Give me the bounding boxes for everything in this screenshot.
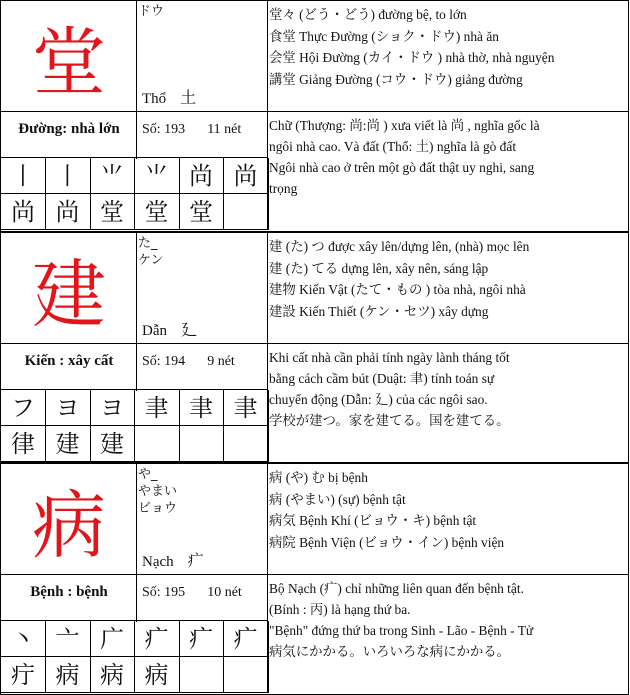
description-line: ngôi nhà cao. Và đất (Thổ: 土) nghĩa là gò đất xyxy=(269,139,517,154)
radical-glyph: 土 xyxy=(180,88,197,107)
meaning-label: Kiến : xây cất xyxy=(24,353,114,369)
description-line: chuyển động (Dẫn: 廴) của các ngôi sao. xyxy=(269,392,488,407)
description xyxy=(269,347,627,431)
row-divider xyxy=(1,343,628,344)
definition-line: 建物 Kiến Vật (たて・もの ) tòa nhà, ngôi nhà xyxy=(269,282,526,297)
definition-line: 会堂 Hội Đường (カイ・ドウ ) nhà thờ, nhà nguyện xyxy=(269,50,555,65)
stroke-step: 病 xyxy=(135,657,180,693)
stroke-count: 10 nét xyxy=(207,585,242,600)
radical-glyph: 疒 xyxy=(187,551,204,570)
definition-line: 堂々 (どう・どう) đường bệ, to lớn xyxy=(269,7,467,22)
number-info xyxy=(142,585,242,601)
kanji-number: Số: 195 xyxy=(142,585,186,600)
definitions xyxy=(269,467,629,553)
stroke-step: 病 xyxy=(46,657,91,693)
stroke-step: 丨 xyxy=(1,158,46,194)
reading-line: た_ xyxy=(138,236,158,251)
stroke-step: 疒 xyxy=(135,621,180,657)
stroke-step: 尚 xyxy=(46,194,91,230)
description-line: trọng xyxy=(269,181,298,196)
kanji-entry xyxy=(0,0,629,232)
description-line: Bộ Nạch (疒) chỉ những liên quan đến bệnh tật. xyxy=(269,581,524,596)
stroke-step: 聿 xyxy=(179,390,224,426)
definition-line: 病 (やまい) (sự) bệnh tật xyxy=(269,491,406,507)
stroke-count: 9 nét xyxy=(207,354,235,369)
stroke-step-empty xyxy=(224,194,269,230)
stroke-step: 尚 xyxy=(1,194,46,230)
definition-line: 食堂 Thực Đường (ショク・ドウ) nhà ăn xyxy=(269,28,499,44)
stroke-step: 广 xyxy=(90,621,135,657)
stroke-step: 聿 xyxy=(135,390,180,426)
description-line: Chữ (Thượng: 尚:尚 ) xưa viết là 尚 , nghĩa gốc là xyxy=(269,118,540,133)
stroke-step: 建 xyxy=(46,426,91,462)
reading-line: やまい xyxy=(138,484,178,499)
definition-line: 建 (た) てる dựng lên, xây nên, sáng lập xyxy=(269,260,489,276)
hanviet-radical xyxy=(142,317,197,340)
description-line: Ngôi nhà cao ở trên một gò đất thật uy nghi, sang xyxy=(269,160,535,175)
stroke-step: 丨 xyxy=(46,158,91,194)
stroke-step: 堂 xyxy=(135,194,180,230)
reading-line: ビョウ xyxy=(138,501,178,516)
main-kanji: 建 xyxy=(32,252,106,338)
hanviet-name: Nạch xyxy=(142,554,174,570)
stroke-step: ⺌ xyxy=(135,158,180,194)
readings xyxy=(138,235,267,269)
stroke-step: 疒 xyxy=(224,621,269,657)
description xyxy=(269,578,627,662)
number-info xyxy=(142,122,241,138)
meaning-label: Đường: nhà lớn xyxy=(18,121,120,137)
stroke-step: 病 xyxy=(90,657,135,693)
stroke-step: 尚 xyxy=(224,158,269,194)
kanji-number: Số: 193 xyxy=(142,122,186,137)
stroke-step: 堂 xyxy=(179,194,224,230)
hanviet-name: Thổ xyxy=(142,91,167,107)
description-line: Khi cất nhà cần phải tính ngày lành tháng tốt xyxy=(269,350,510,365)
definition-line: 建 (た) つ được xây lên/dựng lên, (nhà) mọc lên xyxy=(269,239,530,254)
description xyxy=(269,115,627,199)
hanviet-radical xyxy=(142,85,196,108)
stroke-step: ⺌ xyxy=(90,158,135,194)
main-kanji: 病 xyxy=(32,483,106,569)
stroke-step: 亠 xyxy=(46,621,91,657)
stroke-step: 疒 xyxy=(179,621,224,657)
definition-line: 講堂 Giảng Đường (コウ・ドウ) giảng đường xyxy=(269,71,523,87)
row-divider xyxy=(1,574,628,575)
stroke-step: 尚 xyxy=(179,158,224,194)
reading-line: や_ xyxy=(138,467,158,482)
kanji-number: Số: 194 xyxy=(142,354,186,369)
row-divider xyxy=(1,111,628,112)
readings xyxy=(138,3,267,20)
reading-line: ドウ xyxy=(138,4,165,19)
stroke-step-empty xyxy=(179,426,224,462)
hanviet-radical xyxy=(142,548,204,571)
stroke-step: ヨ xyxy=(46,390,91,426)
stroke-count: 11 nét xyxy=(207,122,242,137)
stroke-step: 聿 xyxy=(224,390,269,426)
radical-glyph: 廴 xyxy=(181,320,198,339)
stroke-step: 律 xyxy=(1,426,46,462)
stroke-step-empty xyxy=(179,657,224,693)
stroke-step: フ xyxy=(1,390,46,426)
definitions xyxy=(269,4,629,90)
description-line: "Bệnh" đứng thứ ba trong Sinh - Lão - Bệnh - Tử xyxy=(269,623,534,638)
definition-line: 病気 Bệnh Khí (ビョウ・キ) bệnh tật xyxy=(269,513,477,528)
description-line: bằng cách cầm bút (Duật: 聿) tính toán sự xyxy=(269,371,495,386)
stroke-step: 疔 xyxy=(1,657,46,693)
stroke-step-empty xyxy=(224,426,269,462)
readings xyxy=(138,466,267,517)
definition-line: 病院 Bệnh Viện (ビョウ・イン) bệnh viện xyxy=(269,534,505,550)
definitions xyxy=(269,236,629,322)
meaning-label: Bệnh : bệnh xyxy=(30,584,108,600)
reading-line: ケン xyxy=(138,253,164,268)
description-line: 学校が建つ。家を建てる。国を建てる。 xyxy=(269,413,510,428)
stroke-step: 堂 xyxy=(90,194,135,230)
stroke-step-empty xyxy=(224,657,269,693)
hanviet-name: Dẫn xyxy=(142,323,167,339)
stroke-step: 丶 xyxy=(1,621,46,657)
definition-line: 病 (や) む bị bệnh xyxy=(269,470,368,485)
main-kanji: 堂 xyxy=(32,20,106,106)
stroke-step: 建 xyxy=(90,426,135,462)
kanji-entry xyxy=(0,463,629,695)
definition-line: 建設 Kiến Thiết (ケン・セツ) xây dựng xyxy=(269,303,489,319)
stroke-step-empty xyxy=(135,426,180,462)
kanji-entry xyxy=(0,232,629,463)
stroke-step: ヨ xyxy=(90,390,135,426)
description-line: 病気にかかる。いろいろな病にかかる。 xyxy=(269,644,511,659)
number-info xyxy=(142,354,235,370)
description-line: (Bính : 丙) là hạng thứ ba. xyxy=(269,602,411,617)
